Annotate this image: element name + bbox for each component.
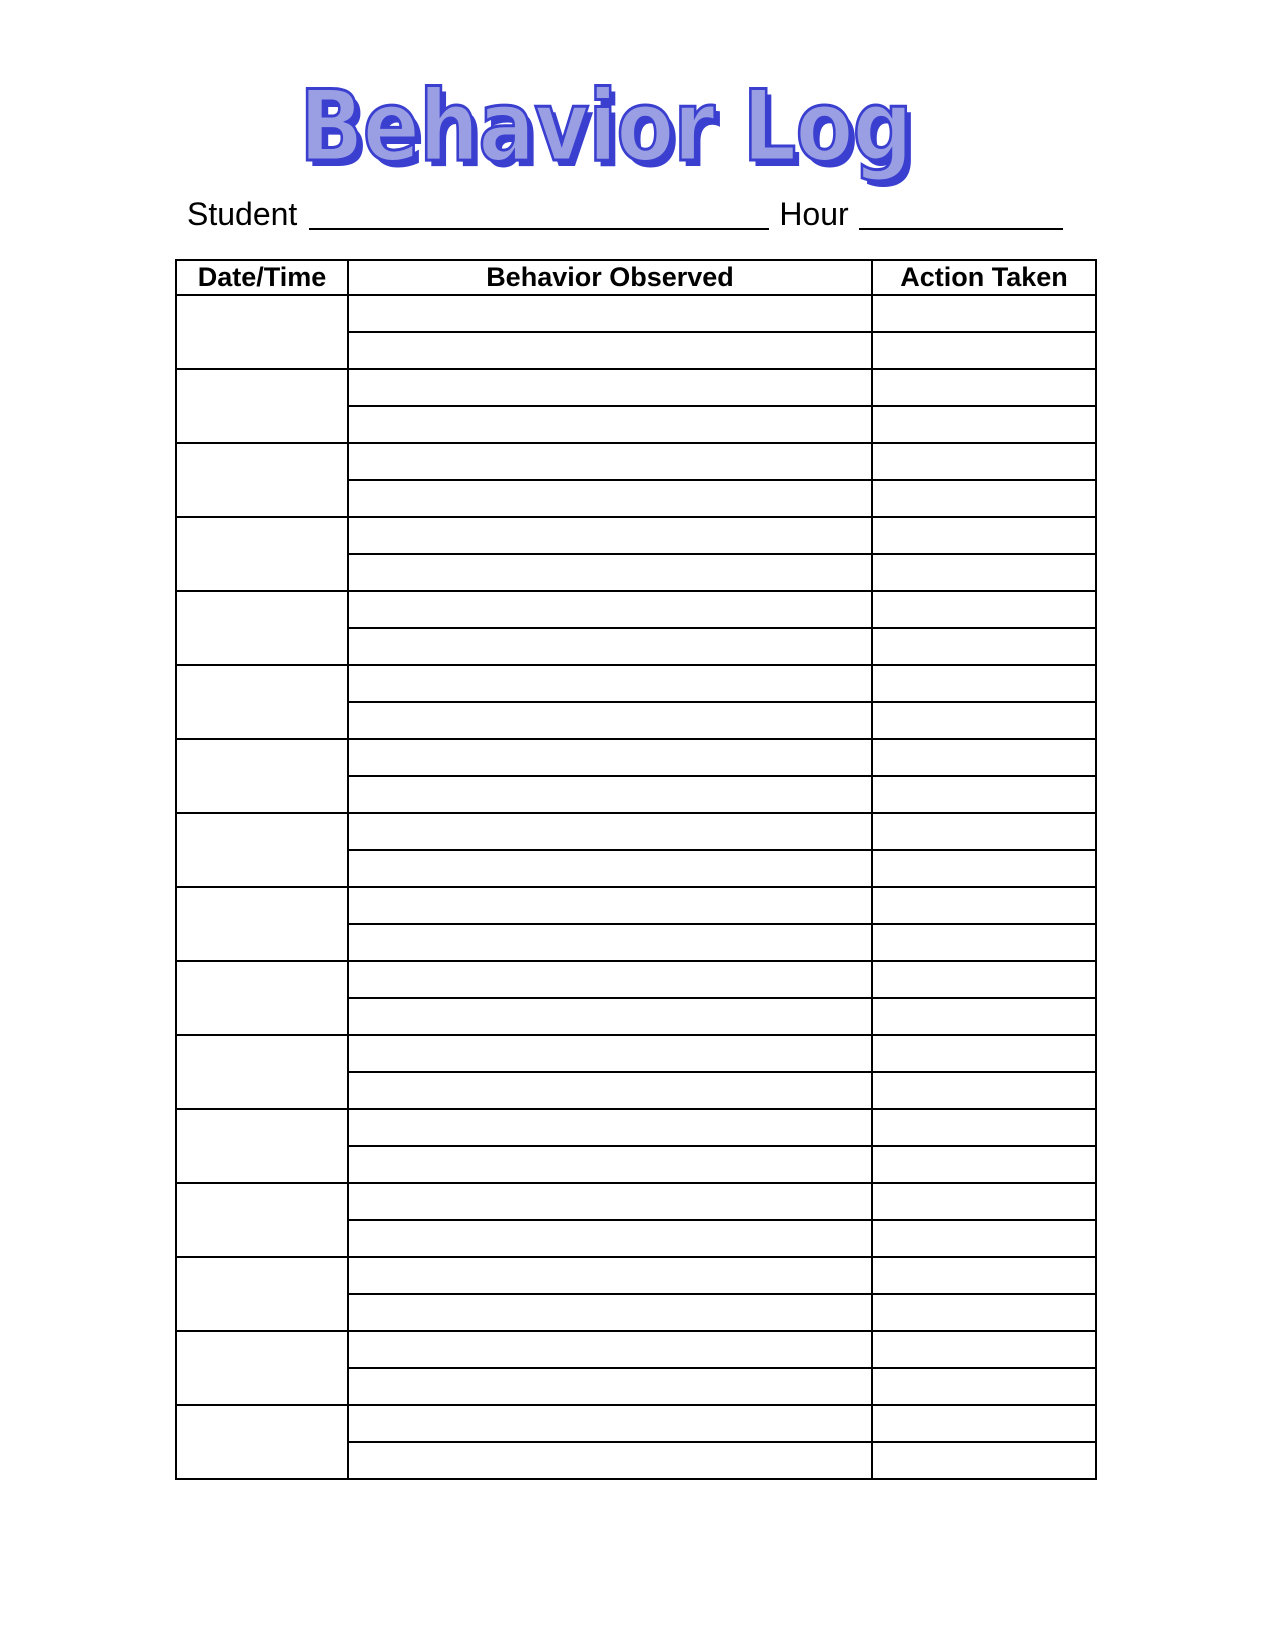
action-taken-cell[interactable] bbox=[872, 369, 1096, 406]
date-time-cell[interactable] bbox=[176, 813, 348, 887]
action-taken-cell[interactable] bbox=[872, 332, 1096, 369]
behavior-observed-cell[interactable] bbox=[348, 1331, 872, 1368]
action-taken-cell[interactable] bbox=[872, 517, 1096, 554]
action-taken-cell[interactable] bbox=[872, 1035, 1096, 1072]
action-taken-cell[interactable] bbox=[872, 1294, 1096, 1331]
date-time-cell[interactable] bbox=[176, 295, 348, 369]
table-row bbox=[176, 961, 1096, 998]
action-taken-cell[interactable] bbox=[872, 295, 1096, 332]
date-time-cell[interactable] bbox=[176, 1183, 348, 1257]
action-taken-cell[interactable] bbox=[872, 739, 1096, 776]
hour-label: Hour bbox=[779, 196, 849, 232]
action-taken-cell[interactable] bbox=[872, 1146, 1096, 1183]
date-time-cell[interactable] bbox=[176, 665, 348, 739]
table-row bbox=[176, 517, 1096, 554]
table-row bbox=[176, 443, 1096, 480]
action-taken-cell[interactable] bbox=[872, 776, 1096, 813]
table-row bbox=[176, 369, 1096, 406]
behavior-observed-cell[interactable] bbox=[348, 850, 872, 887]
behavior-observed-cell[interactable] bbox=[348, 1146, 872, 1183]
behavior-observed-cell[interactable] bbox=[348, 1072, 872, 1109]
date-time-cell[interactable] bbox=[176, 1331, 348, 1405]
date-time-cell[interactable] bbox=[176, 1257, 348, 1331]
table-row bbox=[176, 1183, 1096, 1220]
behavior-observed-cell[interactable] bbox=[348, 1442, 872, 1479]
page-title bbox=[85, 70, 1126, 184]
log-entries bbox=[176, 295, 1096, 1479]
action-taken-cell[interactable] bbox=[872, 924, 1096, 961]
student-label: Student bbox=[187, 196, 298, 232]
action-taken-cell[interactable] bbox=[872, 887, 1096, 924]
table-header-row bbox=[176, 260, 1096, 295]
behavior-observed-cell[interactable] bbox=[348, 1257, 872, 1294]
action-taken-cell[interactable] bbox=[872, 961, 1096, 998]
date-time-cell[interactable] bbox=[176, 517, 348, 591]
behavior-observed-cell[interactable] bbox=[348, 887, 872, 924]
action-taken-cell[interactable] bbox=[872, 554, 1096, 591]
behavior-observed-cell[interactable] bbox=[348, 739, 872, 776]
action-taken-cell[interactable] bbox=[872, 1220, 1096, 1257]
action-taken-cell[interactable] bbox=[872, 591, 1096, 628]
behavior-observed-cell[interactable] bbox=[348, 406, 872, 443]
behavior-observed-cell[interactable] bbox=[348, 813, 872, 850]
date-time-cell[interactable] bbox=[176, 1035, 348, 1109]
behavior-observed-cell[interactable] bbox=[348, 554, 872, 591]
action-taken-cell[interactable] bbox=[872, 628, 1096, 665]
date-time-cell[interactable] bbox=[176, 961, 348, 1035]
table-row bbox=[176, 1257, 1096, 1294]
action-taken-cell[interactable] bbox=[872, 406, 1096, 443]
behavior-observed-cell[interactable] bbox=[348, 591, 872, 628]
behavior-observed-cell[interactable] bbox=[348, 924, 872, 961]
table-row bbox=[176, 739, 1096, 776]
student-info-line bbox=[187, 196, 1063, 230]
behavior-observed-cell[interactable] bbox=[348, 295, 872, 332]
date-time-cell[interactable] bbox=[176, 591, 348, 665]
action-taken-cell[interactable] bbox=[872, 813, 1096, 850]
table-row bbox=[176, 1035, 1096, 1072]
behavior-log-table bbox=[175, 259, 1097, 1480]
date-time-cell[interactable] bbox=[176, 887, 348, 961]
behavior-observed-cell[interactable] bbox=[348, 369, 872, 406]
behavior-observed-cell[interactable] bbox=[348, 1109, 872, 1146]
action-taken-cell[interactable] bbox=[872, 1405, 1096, 1442]
behavior-observed-cell[interactable] bbox=[348, 480, 872, 517]
action-taken-cell[interactable] bbox=[872, 665, 1096, 702]
behavior-observed-cell[interactable] bbox=[348, 776, 872, 813]
behavior-observed-cell[interactable] bbox=[348, 1183, 872, 1220]
student-field[interactable] bbox=[309, 196, 769, 230]
date-time-cell[interactable] bbox=[176, 443, 348, 517]
behavior-observed-cell[interactable] bbox=[348, 1294, 872, 1331]
behavior-observed-cell[interactable] bbox=[348, 665, 872, 702]
action-taken-cell[interactable] bbox=[872, 1183, 1096, 1220]
action-taken-cell[interactable] bbox=[872, 1442, 1096, 1479]
table-row bbox=[176, 1331, 1096, 1368]
behavior-observed-cell[interactable] bbox=[348, 1035, 872, 1072]
table-row bbox=[176, 665, 1096, 702]
table-row bbox=[176, 591, 1096, 628]
action-taken-cell[interactable] bbox=[872, 443, 1096, 480]
table-row bbox=[176, 1405, 1096, 1442]
action-taken-header: Action Taken bbox=[872, 260, 1096, 295]
table-row bbox=[176, 295, 1096, 332]
table-row bbox=[176, 1109, 1096, 1146]
behavior-observed-header: Behavior Observed bbox=[348, 260, 872, 295]
title-text: Behavior Log bbox=[299, 70, 912, 184]
behavior-observed-cell[interactable] bbox=[348, 628, 872, 665]
behavior-observed-cell[interactable] bbox=[348, 517, 872, 554]
action-taken-cell[interactable] bbox=[872, 480, 1096, 517]
action-taken-cell[interactable] bbox=[872, 998, 1096, 1035]
date-time-cell[interactable] bbox=[176, 739, 348, 813]
action-taken-cell[interactable] bbox=[872, 850, 1096, 887]
behavior-observed-cell[interactable] bbox=[348, 702, 872, 739]
action-taken-cell[interactable] bbox=[872, 1072, 1096, 1109]
behavior-observed-cell[interactable] bbox=[348, 332, 872, 369]
behavior-observed-cell[interactable] bbox=[348, 1405, 872, 1442]
behavior-observed-cell[interactable] bbox=[348, 1368, 872, 1405]
behavior-observed-cell[interactable] bbox=[348, 443, 872, 480]
table-row bbox=[176, 887, 1096, 924]
action-taken-cell[interactable] bbox=[872, 1109, 1096, 1146]
behavior-observed-cell[interactable] bbox=[348, 961, 872, 998]
table-row bbox=[176, 813, 1096, 850]
action-taken-cell[interactable] bbox=[872, 1331, 1096, 1368]
behavior-observed-cell[interactable] bbox=[348, 1220, 872, 1257]
date-time-cell[interactable] bbox=[176, 1109, 348, 1183]
action-taken-cell[interactable] bbox=[872, 702, 1096, 739]
behavior-observed-cell[interactable] bbox=[348, 998, 872, 1035]
date-time-header: Date/Time bbox=[176, 260, 348, 295]
action-taken-cell[interactable] bbox=[872, 1368, 1096, 1405]
date-time-cell[interactable] bbox=[176, 1405, 348, 1479]
date-time-cell[interactable] bbox=[176, 369, 348, 443]
hour-field[interactable] bbox=[859, 196, 1063, 230]
action-taken-cell[interactable] bbox=[872, 1257, 1096, 1294]
